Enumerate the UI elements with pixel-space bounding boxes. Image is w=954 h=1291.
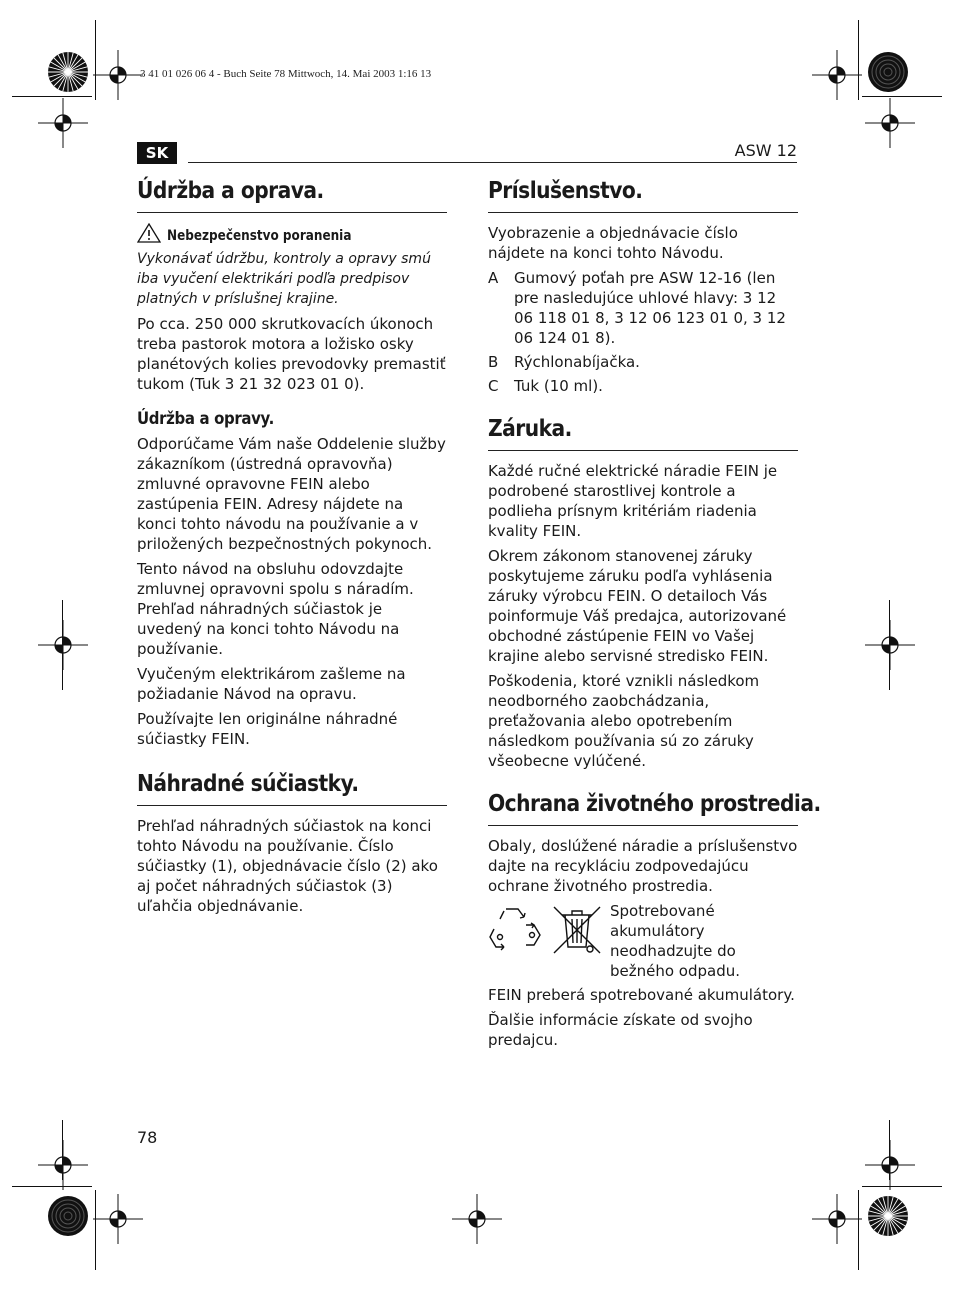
accessories-intro: Vyobrazenie a objednávacie číslo nájdete na konci tohto Návodu. [488, 224, 738, 262]
repairs-paragraph-1: Odporúčame Vám naše Oddelenie služby zákazníkom (ústredná opravovňa) zmluvné opravovne FEIN alebo zastúpenia FEIN. Adresy nájdete na konci tohto návodu na používanie a v priložených bezpečnostných pokynoch. [137, 435, 446, 553]
warranty-title: Záruka. [488, 416, 572, 442]
spare-parts-title: Náhradné súčiastky. [137, 771, 359, 797]
trim-line-left-lower-v [62, 1120, 63, 1180]
accessory-item-b [488, 352, 798, 372]
rosette-top-left [46, 50, 90, 98]
repairs-title: Údržba a opravy. [137, 409, 274, 429]
accessory-item-text: Gumový poťah pre ASW 12-16 (len pre nasledujúce uhlové hlavy: 3 12 06 118 01 8, 3 12 06 123 01 0, 3 12 06 124 01 8). [514, 269, 786, 347]
accessory-item-text: Rýchlonabíjačka. [514, 353, 640, 371]
maintenance-section [137, 176, 447, 394]
rosette-bottom-left [46, 1194, 90, 1242]
rosette-bottom-right [866, 1194, 910, 1242]
print-header: 3 41 01 026 06 4 - Buch Seite 78 Mittwoch, 14. Mai 2003 1:16 13 [140, 68, 432, 80]
maintenance-title: Údržba a oprava. [137, 178, 324, 204]
spare-parts-text: Prehľad náhradných súčiastok na konci tohto Návodu na používanie. Číslo súčiastky (1), objednávacie číslo (2) ako aj počet náhradných súčiastok (3) uľahčia objednávanie. [137, 817, 438, 915]
header-rule [188, 162, 797, 163]
crossed-out-bin-icon [550, 903, 604, 961]
trim-line-top-right-v [858, 20, 859, 100]
rosette-top-right [866, 50, 910, 98]
recycling-icon [488, 903, 542, 961]
accessories-title-rule [488, 212, 798, 213]
trim-line-bottom-right-v [858, 1190, 859, 1270]
environment-section [488, 789, 821, 1050]
accessory-item-letter: B [488, 353, 499, 371]
accessory-item-a [488, 268, 798, 348]
warranty-paragraph-3: Poškodenia, ktoré vznikli následkom neodborného zaobchádzania, preťažovania alebo opotrebením následkom používania sú zo záruky všeobecne vylúčené. [488, 672, 760, 770]
accessory-item-c [488, 376, 798, 396]
registration-mark-top-left [93, 50, 143, 100]
environment-title-rule [488, 825, 798, 826]
accessory-item-letter: A [488, 269, 499, 287]
repairs-paragraph-4: Používajte len originálne náhradné súčiastky FEIN. [137, 710, 398, 748]
environment-title: Ochrana životného prostredia. [488, 791, 821, 817]
registration-mark-right-upper [865, 98, 915, 148]
spare-parts-section [137, 769, 447, 916]
left-column [137, 176, 447, 921]
repairs-section [137, 408, 447, 749]
trim-line-top-left-v [95, 20, 96, 100]
model-name: ASW 12 [734, 141, 797, 160]
registration-mark-right-lower [865, 1140, 915, 1190]
registration-mark-left-upper [38, 98, 88, 148]
warning-text: Vykonávať údržbu, kontroly a opravy smú iba vyučení elektrikári podľa predpisov platných v príslušnej krajine. [137, 251, 431, 307]
right-column [488, 176, 821, 1055]
battery-disposal-block [488, 901, 798, 981]
accessories-title: Príslušenstvo. [488, 178, 643, 204]
warranty-paragraph-2: Okrem zákonom stanovenej záruky poskytujeme záruku podľa vyhlásenia záruky výrobcu FEIN. O detailoch Vás poinformuje Váš predajca, autorizované obchodné zástúpenie FEIN vo Vašej krajine alebo servisné stredisko FEIN. [488, 547, 787, 665]
trim-line-right-middle-v [889, 600, 890, 690]
trim-line-bottom-right-h [862, 1186, 942, 1187]
battery-disposal-text: Spotrebované akumulátory neodhadzujte do bežného odpadu. [610, 902, 741, 980]
trim-line-bottom-left-v [95, 1190, 96, 1270]
registration-mark-top-right [812, 50, 862, 100]
spare-parts-title-rule [137, 805, 447, 806]
registration-mark-bottom-left [93, 1194, 143, 1244]
page-number: 78 [137, 1128, 158, 1147]
trim-line-left-middle-v [62, 600, 63, 690]
registration-mark-right-middle [865, 620, 915, 670]
environment-paragraph-1: Obaly, doslúžené náradie a príslušenstvo dajte na recykláciu zodpovedajúcu ochrane životného prostredia. [488, 837, 798, 895]
registration-mark-bottom-center [452, 1194, 502, 1244]
registration-mark-left-lower [38, 1140, 88, 1190]
trim-line-bottom-left-h [12, 1186, 92, 1187]
repairs-paragraph-2: Tento návod na obsluhu odovzdajte zmluvnej opravovni spolu s náradím. Prehľad náhradných súčiastok je uvedený na konci tohto Návodu na používanie. [137, 560, 414, 658]
environment-paragraph-2: FEIN preberá spotrebované akumulátory. [488, 986, 795, 1004]
trim-line-right-lower-v [889, 1120, 890, 1180]
accessories-section [488, 176, 798, 396]
accessory-item-letter: C [488, 377, 499, 395]
warning-triangle-icon [137, 223, 161, 249]
maintenance-title-rule [137, 212, 447, 213]
warning-title: Nebezpečenstvo poranenia [167, 228, 352, 244]
warranty-title-rule [488, 450, 798, 451]
disposal-icons [488, 901, 610, 961]
warning-heading [137, 223, 447, 249]
warranty-section [488, 414, 798, 771]
registration-mark-bottom-right [812, 1194, 862, 1244]
language-badge: SK [137, 142, 177, 164]
repairs-paragraph-3: Vyučeným elektrikárom zašleme na požiadanie Návod na opravu. [137, 665, 406, 703]
warranty-paragraph-1: Každé ručné elektrické náradie FEIN je podrobené starostlivej kontrole a podlieha prísnym kritériám riadenia kvality FEIN. [488, 462, 778, 540]
environment-paragraph-3: Ďalšie informácie získate od svojho predajcu. [488, 1011, 753, 1049]
registration-mark-left-middle [38, 620, 88, 670]
maintenance-text: Po cca. 250 000 skrutkovacích úkonoch treba pastorok motora a ložisko osky planétových kolies prevodovky premastiť tukom (Tuk 3 21 32 023 01 0). [137, 315, 446, 393]
accessory-item-text: Tuk (10 ml). [514, 377, 603, 395]
